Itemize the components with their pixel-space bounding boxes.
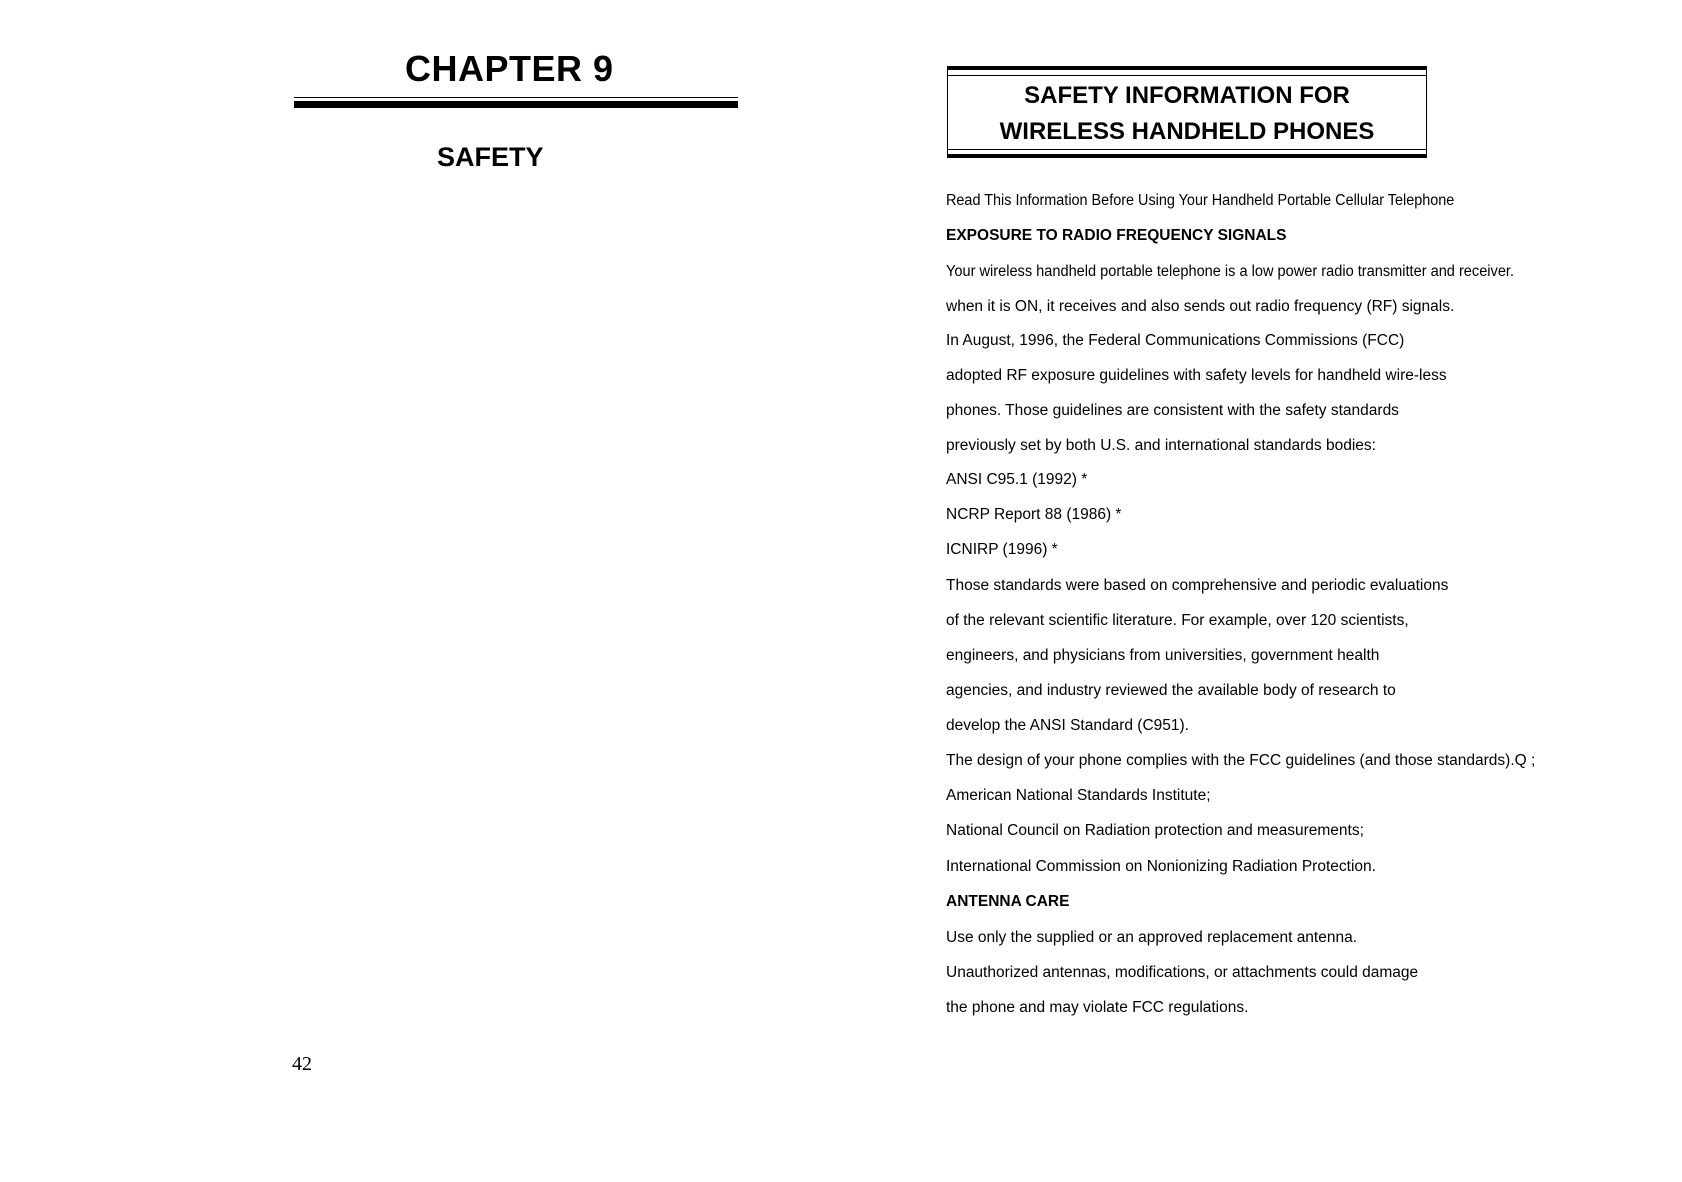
- header-top-thin-rule: [947, 75, 1427, 76]
- page-number: 42: [292, 1053, 312, 1075]
- body-line: develop the ANSI Standard (C951).: [946, 717, 1189, 734]
- body-line: Your wireless handheld portable telephone is a low power radio transmitter and receiver.: [946, 263, 1515, 280]
- footnote-line: American National Standards Institute;: [946, 787, 1211, 804]
- body-line: of the relevant scientific literature. For example, over 120 scientists,: [946, 612, 1409, 629]
- body-line: agencies, and industry reviewed the available body of research to: [946, 682, 1396, 699]
- standard-item: ICNIRP (1996) *: [946, 541, 1058, 558]
- chapter-divider: [294, 101, 738, 108]
- chapter-subtitle: SAFETY: [437, 142, 544, 172]
- body-line: engineers, and physicians from universities, government health: [946, 647, 1380, 664]
- body-line-intro: Read This Information Before Using Your Handheld Portable Cellular Telephone: [946, 192, 1455, 209]
- section-heading-antenna: ANTENNA CARE: [946, 893, 1070, 910]
- body-line: The design of your phone complies with the FCC guidelines (and those standards).Q ;: [946, 752, 1536, 769]
- body-line: In August, 1996, the Federal Communications Commissions (FCC): [946, 332, 1405, 349]
- body-line: previously set by both U.S. and international standards bodies:: [946, 437, 1376, 454]
- footnote-line: International Commission on Nonionizing Radiation Protection.: [946, 858, 1376, 875]
- standard-item: NCRP Report 88 (1986) *: [946, 506, 1122, 523]
- section-heading-rf: EXPOSURE TO RADIO FREQUENCY SIGNALS: [946, 227, 1287, 244]
- header-bottom-thin-rule: [947, 149, 1427, 150]
- body-line: adopted RF exposure guidelines with safety levels for handheld wire-less: [946, 367, 1447, 384]
- standard-item: ANSI C95.1 (1992) *: [946, 471, 1088, 488]
- section-header-line-1: SAFETY INFORMATION FOR: [1024, 82, 1350, 109]
- section-header-line-2: WIRELESS HANDHELD PHONES: [999, 118, 1375, 145]
- header-bottom-rule: [947, 154, 1427, 158]
- header-top-rule: [947, 66, 1427, 70]
- body-line: Use only the supplied or an approved replacement antenna.: [946, 929, 1358, 946]
- chapter-title: CHAPTER 9: [405, 48, 614, 89]
- body-line: when it is ON, it receives and also sends out radio frequency (RF) signals.: [946, 298, 1455, 315]
- body-line: Those standards were based on comprehensive and periodic evaluations: [946, 577, 1449, 594]
- body-line: the phone and may violate FCC regulations.: [946, 999, 1249, 1016]
- section-header-box: [947, 66, 1427, 158]
- body-line: Unauthorized antennas, modifications, or attachments could damage: [946, 964, 1419, 981]
- body-line: phones. Those guidelines are consistent with the safety standards: [946, 402, 1399, 419]
- footnote-line: National Council on Radiation protection and measurements;: [946, 822, 1364, 839]
